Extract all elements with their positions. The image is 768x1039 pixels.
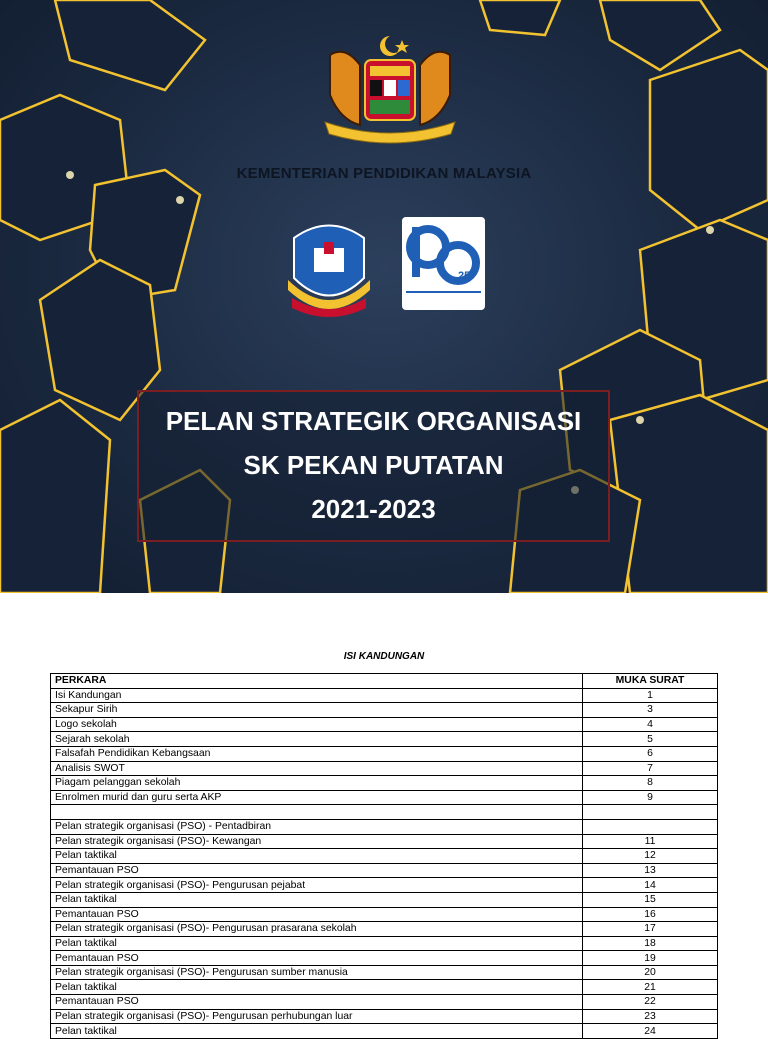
toc-item: Pemantauan PSO [51, 907, 583, 922]
toc-page-number: 6 [583, 746, 718, 761]
toc-page-number: 12 [583, 849, 718, 864]
toc-item: Pelan taktikal [51, 892, 583, 907]
table-row [51, 776, 718, 791]
toc-item: Enrolmen murid dan guru serta AKP [51, 790, 583, 805]
table-row [51, 849, 718, 864]
toc-page-number [583, 805, 718, 820]
table-row [51, 980, 718, 995]
table-row [51, 703, 718, 718]
toc-item: Analisis SWOT [51, 761, 583, 776]
toc-item: Sejarah sekolah [51, 732, 583, 747]
toc-page-number: 15 [583, 892, 718, 907]
toc-page-number: 16 [583, 907, 718, 922]
block-shape [55, 0, 205, 90]
block-shape [0, 400, 110, 593]
toc-page-number: 3 [583, 703, 718, 718]
table-row [51, 922, 718, 937]
table-row [51, 717, 718, 732]
toc-page-number: 24 [583, 1024, 718, 1039]
svg-text:25: 25 [458, 270, 471, 282]
table-row [51, 805, 718, 820]
toc-page-number: 23 [583, 1009, 718, 1024]
table-row [51, 819, 718, 834]
toc-page-number: 19 [583, 951, 718, 966]
toc-item: Pemantauan PSO [51, 951, 583, 966]
col-item-header: PERKARA [51, 674, 583, 689]
table-row [51, 936, 718, 951]
toc-item: Pemantauan PSO [51, 863, 583, 878]
toc-page-number: 7 [583, 761, 718, 776]
toc-item: Pelan taktikal [51, 849, 583, 864]
toc-page-number: 21 [583, 980, 718, 995]
toc-item: Pelan taktikal [51, 936, 583, 951]
tss-logo-icon [402, 217, 485, 310]
toc-page-number: 18 [583, 936, 718, 951]
table-row [51, 951, 718, 966]
toc-item: Pelan strategik organisasi (PSO)- Pengurusan perhubungan luar [51, 1009, 583, 1024]
toc-page-number: 22 [583, 995, 718, 1010]
toc-page-number: 4 [583, 717, 718, 732]
table-row [51, 965, 718, 980]
toc-item: Sekapur Sirih [51, 703, 583, 718]
toc-table [50, 673, 718, 1039]
toc-page-number: 14 [583, 878, 718, 893]
toc-header-row [51, 674, 718, 689]
table-row [51, 863, 718, 878]
toc-item: Pelan strategik organisasi (PSO)- Kewangan [51, 834, 583, 849]
table-row [51, 761, 718, 776]
toc-page-number: 11 [583, 834, 718, 849]
toc-item: Falsafah Pendidikan Kebangsaan [51, 746, 583, 761]
sparkle-icon [636, 416, 644, 424]
toc-item [51, 805, 583, 820]
table-row [51, 878, 718, 893]
title-line-1: PELAN STRATEGIK ORGANISASI [165, 406, 582, 436]
table-row [51, 907, 718, 922]
malaysia-crest-icon [310, 30, 470, 145]
block-shape [610, 395, 768, 593]
table-row [51, 1009, 718, 1024]
sparkle-icon [706, 226, 714, 234]
table-row [51, 790, 718, 805]
col-page-header: MUKA SURAT [583, 674, 718, 689]
toc-page-number: 20 [583, 965, 718, 980]
table-row [51, 995, 718, 1010]
toc-item: Pelan strategik organisasi (PSO)- Pengurusan prasarana sekolah [51, 922, 583, 937]
toc-page-number: 13 [583, 863, 718, 878]
block-shape [480, 0, 560, 35]
block-shape [600, 0, 720, 70]
table-row [51, 746, 718, 761]
toc-page-number: 8 [583, 776, 718, 791]
table-row [51, 892, 718, 907]
title-line-2: SK PEKAN PUTATAN [243, 450, 504, 480]
table-row [51, 1024, 718, 1039]
table-row [51, 834, 718, 849]
title-line-3: 2021-2023 [311, 494, 436, 524]
toc-item: Pelan strategik organisasi (PSO)- Pengurusan sumber manusia [51, 965, 583, 980]
school-logo-icon [284, 218, 374, 318]
toc-item: Pemantauan PSO [51, 995, 583, 1010]
sparkle-icon [176, 196, 184, 204]
block-shape [650, 50, 768, 230]
ministry-name: KEMENTERIAN PENDIDIKAN MALAYSIA [236, 165, 532, 182]
toc-page [0, 618, 768, 1037]
toc-item: Pelan strategik organisasi (PSO) - Pentadbiran [51, 819, 583, 834]
toc-item: Pelan taktikal [51, 980, 583, 995]
table-row [51, 688, 718, 703]
cover-title-box [137, 390, 610, 542]
toc-item: Pelan strategik organisasi (PSO)- Pengurusan pejabat [51, 878, 583, 893]
page-gap [0, 593, 768, 618]
toc-page-number: 1 [583, 688, 718, 703]
toc-heading: ISI KANDUNGAN [343, 651, 425, 662]
table-row [51, 732, 718, 747]
toc-page-number [583, 819, 718, 834]
toc-item: Pelan taktikal [51, 1024, 583, 1039]
toc-page-number: 5 [583, 732, 718, 747]
toc-item: Isi Kandungan [51, 688, 583, 703]
toc-item: Logo sekolah [51, 717, 583, 732]
toc-item: Piagam pelanggan sekolah [51, 776, 583, 791]
toc-page-number: 9 [583, 790, 718, 805]
toc-page-number: 17 [583, 922, 718, 937]
